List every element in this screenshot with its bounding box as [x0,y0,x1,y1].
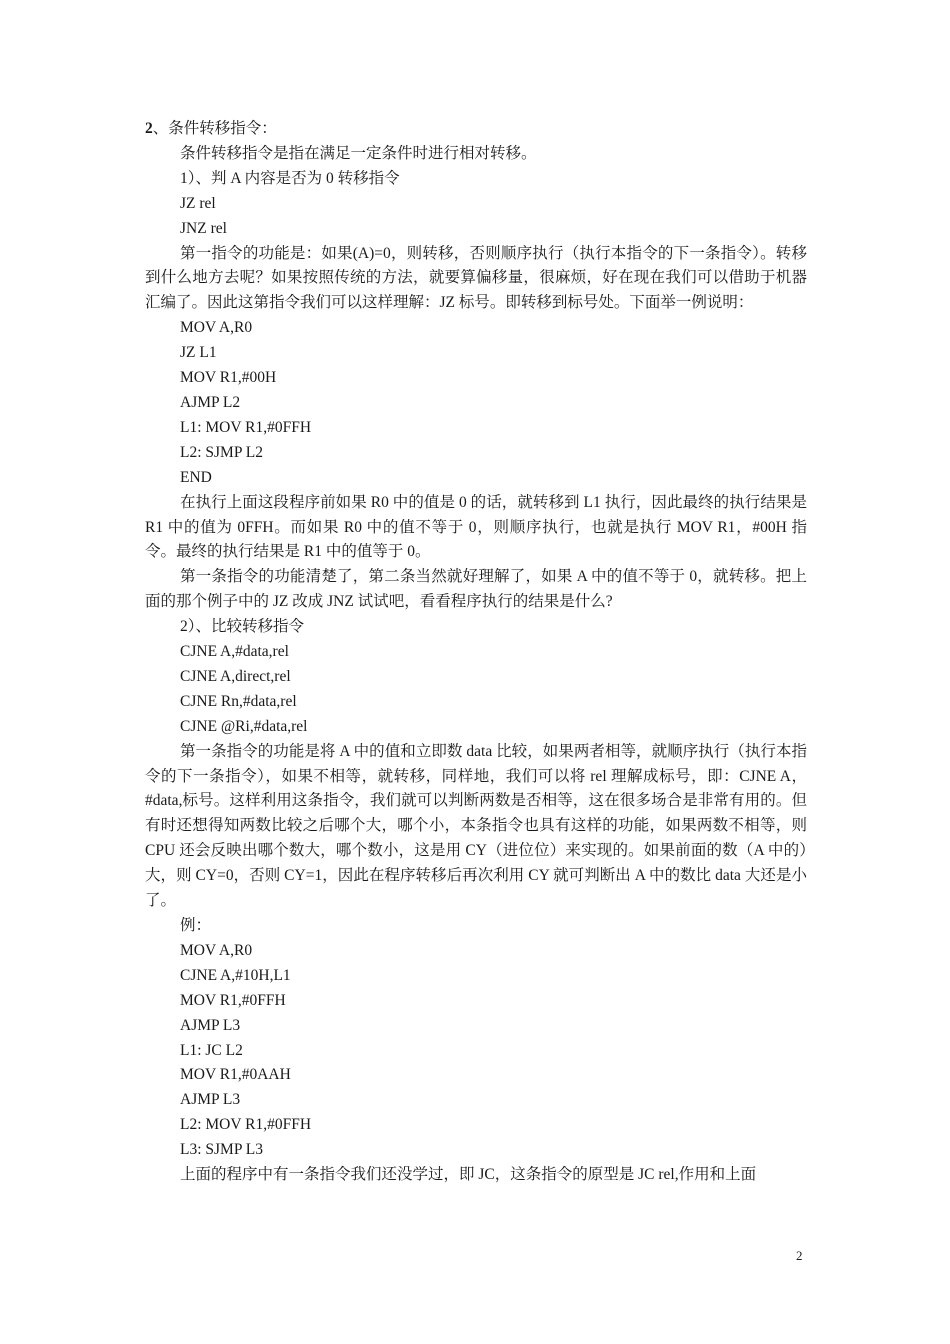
code-line: MOV A,R0 [180,319,253,337]
code-line: CJNE A,#10H,L1 [180,966,291,984]
code-line: MOV R1,#0AAH [180,1066,291,1084]
paragraph-jz-description: 第一指令的功能是：如果(A)=0，则转移，否则顺序执行（执行本指令的下一条指令）。转移到什么地方去呢？如果按照传统的方法，就要算偏移量，很麻烦，好在现在我们可以借助于机器汇编了。因此这第指令我们可以这样理解：JZ 标号。即转移到标号处。下面举一例说明： [145,244,807,312]
code-line: MOV R1,#00H [180,369,277,387]
intro-paragraph: 条件转移指令是指在满足一定条件时进行相对转移。 [180,144,537,162]
paragraph-jnz-description: 第一条指令的功能清楚了，第二条当然就好理解了，如果 A 中的值不等于 0，就转移。把上面的那个例子中的 JZ 改成 JNZ 试试吧，看看程序执行的结果是什么? [145,568,807,611]
page-body [145,117,807,1188]
example-label: 例： [180,917,212,934]
paragraph-example1-result: 在执行上面这段程序前如果 R0 中的值是 0 的话，就转移到 L1 执行，因此最终的执行结果是 R1 中的值为 0FFH。而如果 R0 中的值不等于 0，则顺序执行，也就是执行 MOV R1，#00H 指令。最终的执行结果是 R1 中的值等于 0。 [145,493,807,561]
code-line: JZ L1 [180,344,217,362]
code-line: MOV R1,#0FFH [180,991,286,1009]
code-line: CJNE A,direct,rel [180,667,291,685]
code-line: CJNE @Ri,#data,rel [180,717,308,735]
code-line: L2: SJMP L2 [180,443,263,461]
code-line: L3: SJMP L3 [180,1141,263,1159]
code-line: AJMP L3 [180,1091,241,1109]
paragraph-jc-intro: 上面的程序中有一条指令我们还没学过，即 JC，这条指令的原型是 JC rel,作用和上面 [180,1166,757,1184]
code-line: CJNE A,#data,rel [180,643,289,661]
code-line: L1: JC L2 [180,1041,243,1059]
heading-number: 2 [145,120,153,137]
code-line: L2: MOV R1,#0FFH [180,1116,312,1134]
code-line: MOV A,R0 [180,941,253,959]
subsection-1-title: 1）、判 A 内容是否为 0 转移指令 [180,169,400,187]
section-heading [145,117,807,142]
heading-text: 、条件转移指令： [152,120,277,137]
code-line: AJMP L3 [180,1016,241,1034]
code-line: JNZ rel [180,219,227,237]
subsection-2-title: 2）、比较转移指令 [180,618,305,636]
paragraph-cjne-description: 第一条指令的功能是将 A 中的值和立即数 data 比较，如果两者相等，就顺序执行（执行本指令的下一条指令），如果不相等，就转移，同样地，我们可以将 rel 理解成标号，即：CJNE A，#data,标号。这样利用这条指令，我们就可以判断两数是否相等，这在很多场合是非常有用的。但有时还想得知两数比较之后哪个大，哪个小，本条指令也具有这样的功能，如果两数不相等，则 CPU 还会反映出哪个数大，哪个数小，这是用 CY（进位位）来实现的。如果前面的数（A 中的）大，则 CY=0，否则 CY=1，因此在程序转移后再次利用 CY 就可判断出 A 中的数比 data 大还是小了。 [145,742,807,910]
code-line: JZ rel [180,194,216,212]
code-line: END [180,468,212,486]
page-number: 2 [796,1248,803,1263]
code-line: L1: MOV R1,#0FFH [180,418,312,436]
code-line: CJNE Rn,#data,rel [180,692,297,710]
code-line: AJMP L2 [180,393,241,411]
